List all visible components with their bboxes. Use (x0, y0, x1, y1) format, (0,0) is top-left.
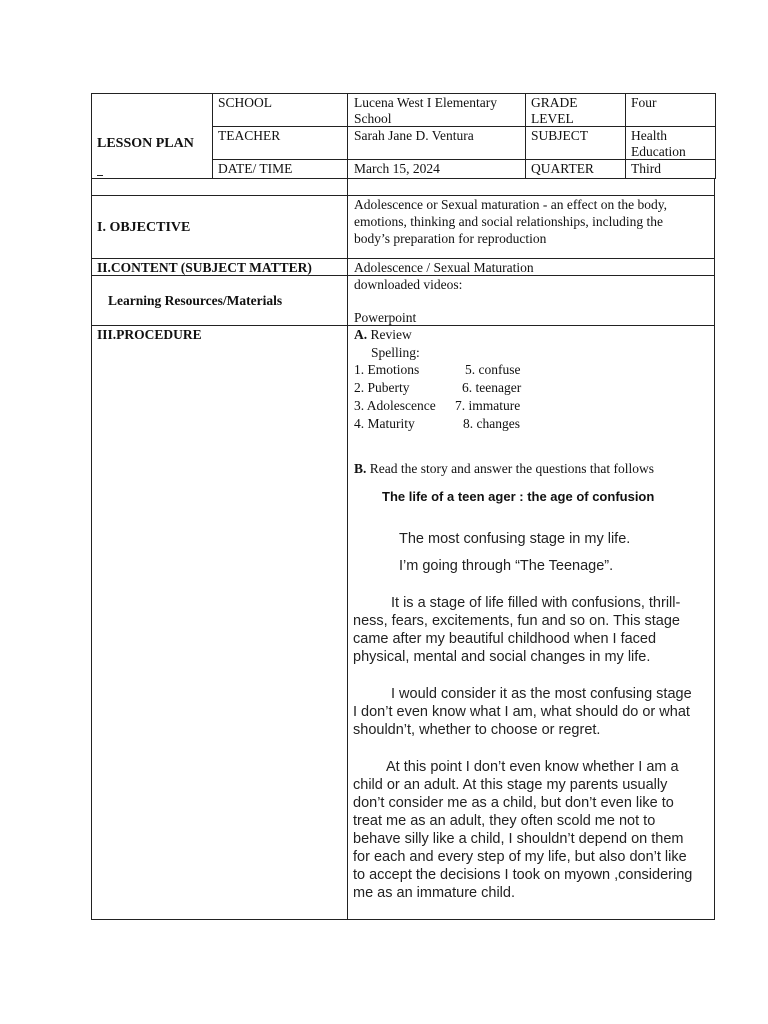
grade-label-line1: GRADE (531, 95, 578, 110)
spelling-word: 4. Maturity (354, 416, 415, 431)
story-line: I don’t even know what I am, what should do or what (353, 704, 690, 720)
cell-procedure-label (91, 325, 348, 920)
school-value-line1: Lucena West I Elementary (354, 95, 497, 110)
review-letter: A. (354, 327, 368, 342)
subject-value-line2: Education (631, 144, 686, 159)
spelling-word: 2. Puberty (354, 380, 410, 395)
spelling-label: Spelling: (371, 345, 420, 360)
story-line: don’t consider me as a child, but don’t even like to (353, 795, 674, 811)
content-label: II.CONTENT (SUBJECT MATTER) (97, 260, 312, 275)
content-value: Adolescence / Sexual Maturation (354, 260, 534, 275)
objective-line-2: emotions, thinking and social relationships, including the (354, 214, 663, 229)
cell-spacer-right (347, 178, 715, 196)
teacher-label: TEACHER (218, 128, 281, 143)
story-instruction-text: Read the story and answer the questions that follows (369, 461, 654, 476)
story-line: ness, fears, excitements, fun and so on. This stage (353, 613, 680, 629)
story-line: I would consider it as the most confusing stage (391, 686, 692, 702)
grade-value: Four (631, 95, 657, 110)
cell-spacer-left (91, 178, 348, 196)
resources-label: Learning Resources/Materials (108, 293, 283, 308)
story-line: treat me as an adult, they often scold me not to (353, 813, 656, 829)
spelling-word: 6. teenager (462, 380, 522, 395)
objective-label: I. OBJECTIVE (97, 220, 191, 235)
story-line: to accept the decisions I took on myown ,considering (353, 867, 693, 883)
spelling-word: 8. changes (463, 416, 520, 431)
review-text: Review (370, 327, 412, 342)
story-line: child or an adult. At this stage my parents usually (353, 777, 668, 793)
story-instruction-letter: B. (354, 461, 367, 476)
spelling-word: 5. confuse (465, 362, 521, 377)
quarter-value: Third (631, 161, 661, 176)
resources-line-2: Powerpoint (354, 310, 417, 325)
quarter-label: QUARTER (531, 161, 594, 176)
story-instruction (354, 460, 654, 477)
objective-line-3: body’s preparation for reproduction (354, 231, 547, 246)
story-line: At this point I don’t even know whether I am a (386, 759, 679, 775)
story-title: The life of a teen ager : the age of confusion (382, 489, 655, 504)
grade-label-line2: LEVEL (531, 111, 574, 126)
lesson-plan-title: LESSON PLAN (97, 136, 194, 151)
spelling-word: 3. Adolescence (354, 398, 436, 413)
date-label: DATE/ TIME (218, 161, 293, 176)
story-line: shouldn’t, whether to choose or regret. (353, 722, 601, 738)
lesson-plan-underscore (97, 175, 103, 176)
story-intro-line-2: I’m going through “The Teenage”. (399, 558, 614, 574)
story-line: behave silly like a child, I shouldn’t depend on them (353, 831, 684, 847)
objective-line-1: Adolescence or Sexual maturation - an effect on the body, (354, 197, 668, 212)
story-line: It is a stage of life filled with confusions, thrill- (391, 595, 681, 611)
story-line: for each and every step of my life, but also don’t like (353, 849, 687, 865)
procedure-label: III.PROCEDURE (97, 327, 202, 342)
spelling-word: 7. immature (455, 398, 521, 413)
resources-line-1: downloaded videos: (354, 277, 463, 292)
subject-value-line1: Health (631, 128, 667, 143)
date-value: March 15, 2024 (354, 161, 440, 176)
school-value-line2: School (354, 111, 392, 126)
subject-label: SUBJECT (531, 128, 589, 143)
story-line: physical, mental and social changes in my life. (353, 649, 651, 665)
spelling-word: 1. Emotions (354, 362, 420, 377)
story-line: came after my beautiful childhood when I faced (353, 631, 657, 647)
teacher-value: Sarah Jane D. Ventura (354, 128, 474, 143)
story-line: me as an immature child. (353, 885, 515, 901)
school-label: SCHOOL (218, 95, 273, 110)
review-heading (354, 326, 412, 343)
story-intro-line-1: The most confusing stage in my life. (399, 531, 631, 547)
